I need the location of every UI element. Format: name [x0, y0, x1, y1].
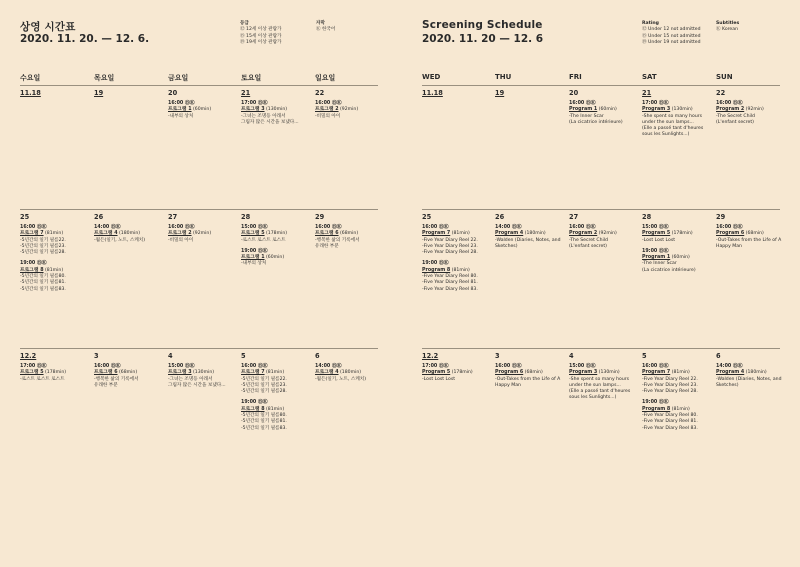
- film-title-line: -5년간의 일기 필름22.: [20, 237, 66, 243]
- screening-time: 16:00 ⑮Ⓚ: [495, 364, 522, 369]
- day-cell: [20, 213, 88, 298]
- film-title-line: Sketches): [495, 243, 518, 249]
- program-duration: (81min): [266, 406, 285, 412]
- day-cell: [642, 213, 710, 279]
- film-title-line: -5년간의 일기 필름23.: [20, 243, 66, 249]
- program-name[interactable]: 프로그램 6: [315, 231, 339, 237]
- screening-entry: [569, 101, 637, 126]
- program-duration: (178min): [266, 231, 288, 237]
- screening-entry: [642, 225, 710, 244]
- subtitle-legend: [316, 21, 335, 34]
- screening-entry: [716, 101, 784, 126]
- program-name[interactable]: 프로그램 1: [241, 255, 265, 261]
- screening-time: 16:00 ⑮Ⓚ: [716, 101, 743, 106]
- program-name[interactable]: Program 5: [422, 370, 451, 376]
- weekday-label: SUN: [716, 73, 733, 81]
- program-duration: (92min): [193, 231, 212, 237]
- screening-time: 16:00 ⑮Ⓚ: [716, 225, 743, 230]
- film-title-line: (Elle a passé tant d'heures: [642, 126, 704, 132]
- film-title-line: -로스트 로스트 로스트: [20, 376, 65, 382]
- program-name[interactable]: Program 1: [569, 107, 598, 113]
- program-duration: (92min): [598, 231, 617, 237]
- film-title-line: -그녀는 조명등 아래서: [241, 113, 286, 119]
- program-duration: (81min): [45, 231, 64, 237]
- screening-entry: [642, 249, 710, 274]
- rating-item: ⑲ Under 19 not admitted: [642, 40, 701, 46]
- screening-time: 16:00 ⑮Ⓚ: [20, 225, 47, 230]
- day-cell: [569, 213, 637, 255]
- screening-entry: [642, 364, 710, 395]
- program-duration: (81min): [266, 370, 285, 376]
- program-duration: (68min): [119, 370, 138, 376]
- program-name[interactable]: Program 6: [495, 370, 524, 376]
- week-divider: [422, 85, 780, 86]
- program-duration: (178min): [451, 370, 473, 376]
- day-cell: [168, 89, 236, 125]
- program-duration: (130min): [671, 107, 693, 113]
- day-number: 26: [94, 213, 104, 221]
- screening-time: 17:00 ⑮Ⓚ: [241, 101, 268, 106]
- day-number: 3: [94, 352, 99, 360]
- screening-entry: [642, 400, 710, 431]
- day-number: 22: [315, 89, 325, 97]
- program-duration: (68min): [524, 370, 543, 376]
- film-title-line: -Out-Takes from the Life of A: [716, 237, 782, 243]
- screening-time: 15:00 ⑮Ⓚ: [168, 364, 195, 369]
- weekday-header: [422, 73, 782, 83]
- page-title: Screening Schedule: [422, 19, 543, 31]
- screening-time: 16:00 ⑮Ⓚ: [315, 101, 342, 106]
- screening-entry: [94, 364, 162, 389]
- film-title-line: -Five Year Diary Reel 83.: [642, 425, 698, 431]
- film-title-line: -Five Year Diary Reel 23.: [422, 243, 478, 249]
- day-cell: [716, 89, 784, 131]
- screening-time: 19:00 ⑮Ⓚ: [20, 261, 47, 267]
- screening-time: 17:00 ⑮Ⓚ: [20, 364, 47, 369]
- program-name[interactable]: Program 7: [422, 231, 451, 237]
- film-title-line: Happy Man: [716, 243, 742, 249]
- film-title-line: (La cicatrice intérieure): [569, 119, 623, 125]
- weekday-label: FRI: [569, 73, 582, 81]
- program-name[interactable]: Program 7: [642, 370, 671, 376]
- day-cell: [168, 213, 236, 249]
- film-title-line: -The Secret Child: [569, 237, 608, 243]
- screening-time: 15:00 ⑮Ⓚ: [241, 225, 268, 230]
- film-title-line: -5년간의 일기 필름22.: [241, 376, 287, 382]
- screening-entry: [168, 225, 236, 244]
- screening-time: 19:00 ⑮Ⓚ: [642, 400, 669, 406]
- program-name[interactable]: Program 1: [642, 255, 671, 261]
- program-name[interactable]: 프로그램 8: [241, 406, 265, 412]
- week-divider: [20, 348, 378, 349]
- day-cell: [315, 213, 383, 255]
- program-duration: (180min): [745, 370, 767, 376]
- day-cell: [241, 89, 309, 131]
- day-number: 5: [241, 352, 246, 360]
- film-title-line: 유래한 부분: [315, 243, 339, 249]
- day-cell: [716, 213, 784, 255]
- subtitle-item: Ⓚ 한국어: [316, 27, 336, 33]
- subtitle-item: Ⓚ Korean: [716, 27, 738, 33]
- screening-time: 15:00 ⑮Ⓚ: [642, 225, 669, 230]
- program-duration: (130min): [266, 107, 288, 113]
- program-duration: (92min): [745, 107, 764, 113]
- day-cell: [241, 352, 309, 437]
- weekday-label: 수요일: [20, 74, 41, 82]
- weekday-label: WED: [422, 73, 441, 81]
- program-name[interactable]: Program 6: [716, 231, 745, 237]
- film-title-line: -5년간의 일기 필름80.: [241, 413, 287, 419]
- screening-entry: [241, 400, 309, 431]
- program-duration: (60min): [193, 107, 212, 113]
- screening-time: 16:00 ⑮Ⓚ: [241, 364, 268, 369]
- day-number: 5: [642, 352, 647, 360]
- film-title-line: 그림자 많은 시간을 보냈다...: [168, 382, 226, 388]
- screening-time: 16:00 ⑮Ⓚ: [422, 225, 449, 230]
- film-title-line: sous les Sunlights...): [642, 132, 690, 138]
- screening-entry: [422, 364, 490, 383]
- week-divider: [20, 85, 378, 86]
- screening-time: 14:00 ⑮Ⓚ: [495, 225, 522, 230]
- week-divider: [422, 209, 780, 210]
- film-title-line: -5년간의 일기 필름81.: [241, 419, 287, 425]
- film-title-line: -Walden (Diaries, Notes, and: [495, 237, 561, 243]
- day-cell: [569, 89, 637, 131]
- film-title-line: -행복한 삶의 기록에서: [94, 376, 139, 382]
- film-title-line: Sketches): [716, 382, 739, 388]
- program-duration: (81min): [671, 406, 690, 412]
- screening-entry: [168, 101, 236, 120]
- film-title-line: 유래한 부분: [94, 382, 118, 388]
- film-title-line: -Lost Lost Lost: [422, 376, 456, 382]
- film-title-line: -5년간의 일기 필름83.: [20, 286, 66, 292]
- screening-time: 19:00 ⑮Ⓚ: [241, 248, 268, 254]
- screening-entry: [642, 101, 710, 139]
- weekday-label: 일요일: [315, 74, 336, 82]
- day-cell: [241, 213, 309, 273]
- film-title-line: -Five Year Diary Reel 81.: [422, 280, 478, 286]
- rating-heading: Rating: [642, 21, 659, 26]
- screening-entry: [716, 364, 784, 389]
- rating-item: ⑮ 15세 이상 관람가: [240, 33, 282, 39]
- weekday-label: THU: [495, 73, 512, 81]
- screening-entry: [241, 101, 309, 126]
- program-duration: (81min): [671, 370, 690, 376]
- program-name[interactable]: Program 8: [642, 406, 671, 412]
- program-name[interactable]: Program 2: [716, 107, 745, 113]
- program-name[interactable]: Program 3: [642, 107, 671, 113]
- day-number: 6: [315, 352, 320, 360]
- day-cell: [20, 89, 88, 101]
- program-name[interactable]: 프로그램 7: [20, 231, 44, 237]
- program-duration: (180min): [524, 231, 546, 237]
- program-name[interactable]: 프로그램 4: [315, 370, 339, 376]
- film-title-line: -비밀의 아이: [168, 237, 194, 243]
- day-number: 20: [168, 89, 178, 97]
- screening-entry: [716, 225, 784, 250]
- screening-entry: [94, 225, 162, 244]
- program-name[interactable]: 프로그램 2: [168, 231, 192, 237]
- film-title-line: -The Inner Scar: [642, 261, 677, 267]
- day-cell: [315, 352, 383, 388]
- screening-time: 16:00 ⑮Ⓚ: [569, 101, 596, 106]
- program-duration: (81min): [45, 267, 64, 273]
- screening-time: 14:00 ⑮Ⓚ: [315, 364, 342, 369]
- film-title-line: -She spent so many hours: [569, 376, 630, 382]
- day-number: 21: [642, 89, 652, 97]
- film-title-line: -Walden (Diaries, Notes, and: [716, 376, 782, 382]
- day-cell: [495, 352, 563, 394]
- program-duration: (81min): [451, 267, 470, 273]
- date-range: 2020. 11. 20 — 12. 6: [422, 33, 544, 45]
- screening-time: 19:00 ⑮Ⓚ: [642, 248, 669, 254]
- program-name[interactable]: 프로그램 3: [168, 370, 192, 376]
- screening-entry: [315, 225, 383, 250]
- film-title-line: 그림자 많은 시간을 보냈다...: [241, 119, 299, 125]
- day-number: 4: [168, 352, 173, 360]
- day-cell: [716, 352, 784, 394]
- screening-entry: [20, 261, 88, 292]
- film-title-line: -내부의 상처: [241, 261, 267, 267]
- program-name[interactable]: 프로그램 5: [241, 231, 265, 237]
- program-duration: (68min): [745, 231, 764, 237]
- film-title-line: -행복한 삶의 기록에서: [315, 237, 360, 243]
- day-cell: [94, 89, 162, 101]
- program-duration: (68min): [340, 231, 359, 237]
- program-duration: (178min): [671, 231, 693, 237]
- day-cell: [569, 352, 637, 407]
- day-number: 28: [241, 213, 251, 221]
- day-cell: [422, 89, 490, 101]
- program-duration: (92min): [340, 107, 359, 113]
- film-title-line: under the sun lamps...: [569, 382, 621, 388]
- page-title: 상영 시간표: [20, 21, 76, 33]
- day-number: 12.2: [20, 352, 37, 360]
- day-number: 29: [716, 213, 726, 221]
- subtitle-legend: [716, 21, 739, 34]
- day-number: 22: [716, 89, 726, 97]
- film-title-line: -Five Year Diary Reel 22.: [422, 237, 478, 243]
- program-name[interactable]: Program 2: [569, 231, 598, 237]
- film-title-line: -월든(일기, 노트, 스케치): [94, 237, 146, 243]
- screening-entry: [20, 225, 88, 256]
- day-number: 6: [716, 352, 721, 360]
- rating-item: ⑫ 12세 이상 관람가: [240, 27, 282, 33]
- film-title-line: -Five Year Diary Reel 28.: [642, 389, 698, 395]
- day-cell: [20, 352, 88, 388]
- film-title-line: -5년간의 일기 필름83.: [241, 425, 287, 431]
- weekday-header: [20, 73, 380, 83]
- film-title-line: -5년간의 일기 필름28.: [20, 250, 66, 256]
- day-number: 3: [495, 352, 500, 360]
- film-title-line: (La cicatrice intérieure): [642, 267, 696, 273]
- screening-entry: [315, 364, 383, 383]
- day-cell: [315, 89, 383, 125]
- screening-entry: [241, 225, 309, 244]
- day-number: 11.18: [422, 89, 443, 97]
- film-title-line: -내부의 상처: [168, 113, 194, 119]
- film-title-line: -5년간의 일기 필름81.: [20, 280, 66, 286]
- film-title-line: -She spent so many hours: [642, 113, 703, 119]
- film-title-line: -그녀는 조명등 아래서: [168, 376, 213, 382]
- film-title-line: -Five Year Diary Reel 83.: [422, 286, 478, 292]
- day-cell: [642, 89, 710, 144]
- screening-entry: [569, 364, 637, 402]
- weekday-label: 토요일: [241, 74, 262, 82]
- program-name[interactable]: Program 4: [716, 370, 745, 376]
- screening-time: 17:00 ⑮Ⓚ: [422, 364, 449, 369]
- program-duration: (60min): [598, 107, 617, 113]
- day-number: 11.18: [20, 89, 41, 97]
- rating-legend: [642, 21, 701, 47]
- rating-heading: 등급: [240, 21, 249, 26]
- program-name[interactable]: 프로그램 8: [20, 267, 44, 273]
- screening-entry: [315, 101, 383, 120]
- day-number: 19: [94, 89, 104, 97]
- day-number: 25: [422, 213, 432, 221]
- film-title-line: -Five Year Diary Reel 81.: [642, 419, 698, 425]
- screening-time: 16:00 ⑮Ⓚ: [569, 225, 596, 230]
- day-number: 26: [495, 213, 505, 221]
- day-cell: [422, 213, 490, 298]
- week-divider: [422, 348, 780, 349]
- program-duration: (178min): [45, 370, 67, 376]
- program-name[interactable]: 프로그램 4: [94, 231, 118, 237]
- rating-item: ⑮ Under 15 not admitted: [642, 33, 701, 39]
- program-name[interactable]: Program 8: [422, 267, 451, 273]
- day-number: 21: [241, 89, 251, 97]
- film-title-line: -Five Year Diary Reel 23.: [642, 382, 698, 388]
- film-title-line: -The Inner Scar: [569, 113, 604, 119]
- screening-time: 17:00 ⑮Ⓚ: [642, 101, 669, 106]
- film-title-line: sous les Sunlights...): [569, 395, 617, 401]
- film-title-line: -Lost Lost Lost: [642, 237, 676, 243]
- screening-entry: [569, 225, 637, 250]
- rating-item: ⑫ Under 12 not admitted: [642, 27, 701, 33]
- program-name[interactable]: 프로그램 7: [241, 370, 265, 376]
- program-name[interactable]: 프로그램 3: [241, 107, 265, 113]
- subtitle-heading: 자막: [316, 21, 325, 26]
- day-cell: [422, 352, 490, 388]
- program-duration: (60min): [266, 255, 285, 261]
- rating-item: ⑲ 19세 이상 관람가: [240, 40, 282, 46]
- korean-schedule: [20, 0, 400, 567]
- program-name[interactable]: 프로그램 6: [94, 370, 118, 376]
- screening-time: 16:00 ⑮Ⓚ: [168, 101, 195, 106]
- film-title-line: (L'enfant secret): [569, 243, 607, 249]
- program-name[interactable]: 프로그램 2: [315, 107, 339, 113]
- day-cell: [168, 352, 236, 394]
- film-title-line: -월든(일기, 노트, 스케치): [315, 376, 367, 382]
- screening-time: 19:00 ⑮Ⓚ: [422, 261, 449, 267]
- program-duration: (60min): [671, 255, 690, 261]
- film-title-line: -5년간의 일기 필름80.: [20, 274, 66, 280]
- film-title-line: (L'enfant secret): [716, 119, 754, 125]
- day-number: 20: [569, 89, 579, 97]
- program-name[interactable]: Program 5: [642, 231, 671, 237]
- day-cell: [94, 213, 162, 249]
- day-cell: [495, 89, 563, 101]
- program-name[interactable]: Program 4: [495, 231, 524, 237]
- film-title-line: -Out-Takes from the Life of A: [495, 376, 561, 382]
- screening-entry: [495, 364, 563, 389]
- week-divider: [20, 209, 378, 210]
- program-name[interactable]: 프로그램 1: [168, 107, 192, 113]
- english-schedule: [422, 0, 800, 567]
- screening-time: 14:00 ⑮Ⓚ: [716, 364, 743, 369]
- film-title-line: -5년간의 일기 필름23.: [241, 382, 287, 388]
- day-number: 27: [168, 213, 178, 221]
- day-number: 19: [495, 89, 505, 97]
- screening-entry: [241, 364, 309, 395]
- screening-time: 14:00 ⑮Ⓚ: [94, 225, 121, 230]
- screening-time: 16:00 ⑮Ⓚ: [94, 364, 121, 369]
- date-range: 2020. 11. 20. — 12. 6.: [20, 33, 150, 45]
- screening-time: 19:00 ⑮Ⓚ: [241, 400, 268, 406]
- program-duration: (130min): [598, 370, 620, 376]
- program-name[interactable]: 프로그램 5: [20, 370, 44, 376]
- screening-time: 15:00 ⑮Ⓚ: [569, 364, 596, 369]
- program-duration: (130min): [193, 370, 215, 376]
- rating-legend: [240, 21, 281, 47]
- film-title-line: -Five Year Diary Reel 22.: [642, 376, 698, 382]
- film-title-line: (Elle a passé tant d'heures: [569, 389, 631, 395]
- screening-entry: [241, 249, 309, 268]
- film-title-line: -Five Year Diary Reel 80.: [422, 274, 478, 280]
- film-title-line: -Five Year Diary Reel 28.: [422, 250, 478, 256]
- day-number: 4: [569, 352, 574, 360]
- film-title-line: -The Secret Child: [716, 113, 755, 119]
- screening-entry: [422, 261, 490, 292]
- screening-time: 16:00 ⑮Ⓚ: [315, 225, 342, 230]
- screening-entry: [20, 364, 88, 383]
- day-number: 12.2: [422, 352, 439, 360]
- film-title-line: -5년간의 일기 필름28.: [241, 389, 287, 395]
- screening-entry: [422, 225, 490, 256]
- film-title-line: -Five Year Diary Reel 80.: [642, 413, 698, 419]
- screening-time: 16:00 ⑮Ⓚ: [642, 364, 669, 369]
- screening-time: 16:00 ⑮Ⓚ: [168, 225, 195, 230]
- screening-entry: [168, 364, 236, 389]
- weekday-label: 금요일: [168, 74, 189, 82]
- subtitle-heading: Subtitles: [716, 21, 740, 26]
- day-number: 25: [20, 213, 30, 221]
- screening-entry: [495, 225, 563, 250]
- day-cell: [642, 352, 710, 437]
- program-duration: (81min): [451, 231, 470, 237]
- day-number: 29: [315, 213, 325, 221]
- day-cell: [94, 352, 162, 394]
- program-duration: (180min): [119, 231, 141, 237]
- program-duration: (180min): [340, 370, 362, 376]
- film-title-line: under the sun lamps...: [642, 119, 694, 125]
- program-name[interactable]: Program 3: [569, 370, 598, 376]
- day-number: 27: [569, 213, 579, 221]
- weekday-label: 목요일: [94, 74, 115, 82]
- day-number: 28: [642, 213, 652, 221]
- film-title-line: -로스트 로스트 로스트: [241, 237, 286, 243]
- day-cell: [495, 213, 563, 255]
- film-title-line: -비밀의 아이: [315, 113, 341, 119]
- weekday-label: SAT: [642, 73, 657, 81]
- film-title-line: Happy Man: [495, 382, 521, 388]
